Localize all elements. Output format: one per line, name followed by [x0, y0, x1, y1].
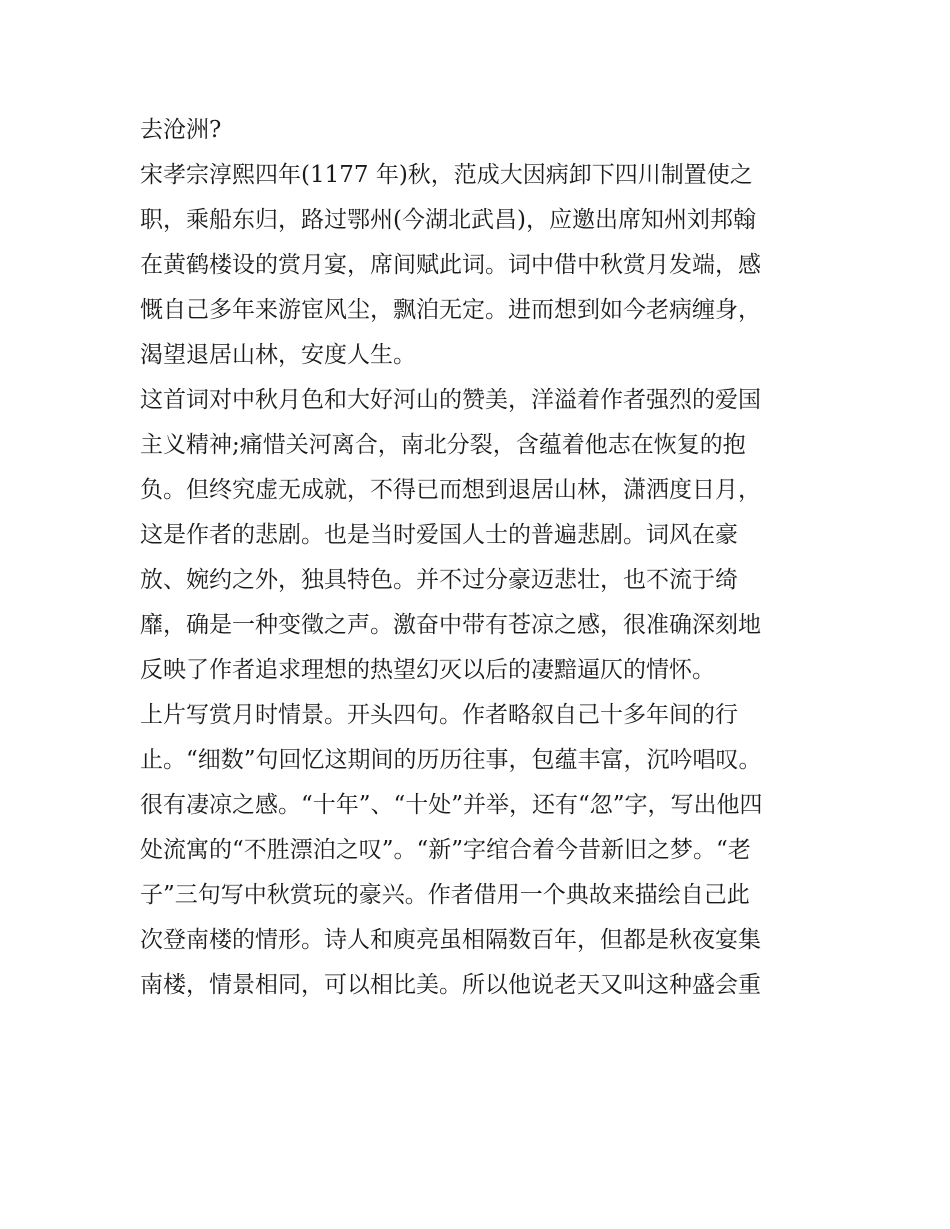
- text-line-3: 职，乘船东归，路过鄂州(今湖北武昌)，应邀出席知州刘邦翰: [140, 207, 756, 233]
- body-text: [140, 108, 820, 1008]
- text-line-10: 这是作者的悲剧。也是当时爱国人士的普遍悲剧。词风在豪: [140, 522, 738, 548]
- text-line-11: 放、婉约之外，独具特色。并不过分豪迈悲壮，也不流于绮: [140, 567, 738, 593]
- text-line-1: 去沧洲?: [140, 117, 222, 143]
- text-line-12: 靡，确是一种变徵之声。激奋中带有苍凉之感，很准确深刻地: [140, 612, 761, 638]
- text-line-17: 处流寓的“不胜漂泊之叹”。“新”字绾合着今昔新旧之梦。“老: [140, 837, 751, 863]
- text-line-18: 子”三句写中秋赏玩的豪兴。作者借用一个典故来描绘自己此: [140, 882, 750, 908]
- text-line-4: 在黄鹤楼设的赏月宴，席间赋此词。词中借中秋赏月发端，感: [140, 252, 761, 278]
- text-line-13: 反映了作者追求理想的热望幻灭以后的凄黯逼仄的情怀。: [140, 657, 715, 683]
- text-line-2: 宋孝宗淳熙四年(1177 年)秋，范成大因病卸下四川制置使之: [140, 162, 753, 188]
- text-line-8: 主义精神;痛惜关河离合，南北分裂，含蕴着他志在恢复的抱: [140, 432, 746, 458]
- text-line-16: 很有凄凉之感。“十年”、“十处”并举，还有“忽”字，写出他四: [140, 792, 763, 818]
- text-line-9: 负。但终究虚无成就，不得已而想到退居山林，潇洒度日月，: [140, 477, 761, 503]
- text-line-20: 南楼，情景相同，可以相比美。所以他说老天又叫这种盛会重: [140, 972, 761, 998]
- text-line-7: 这首词对中秋月色和大好河山的赞美，洋溢着作者强烈的爱国: [140, 387, 761, 413]
- text-line-14: 上片写赏月时情景。开头四句。作者略叙自己十多年间的行: [140, 702, 738, 728]
- text-line-15: 止。“细数”句回忆这期间的历历往事，包蕴丰富，沉吟唱叹。: [140, 747, 762, 773]
- text-line-5: 慨自己多年来游宦风尘，飘泊无定。进而想到如今老病缠身，: [140, 297, 761, 323]
- text-line-6: 渴望退居山林，安度人生。: [140, 342, 416, 368]
- text-line-19: 次登南楼的情形。诗人和庾亮虽相隔数百年，但都是秋夜宴集: [140, 927, 761, 953]
